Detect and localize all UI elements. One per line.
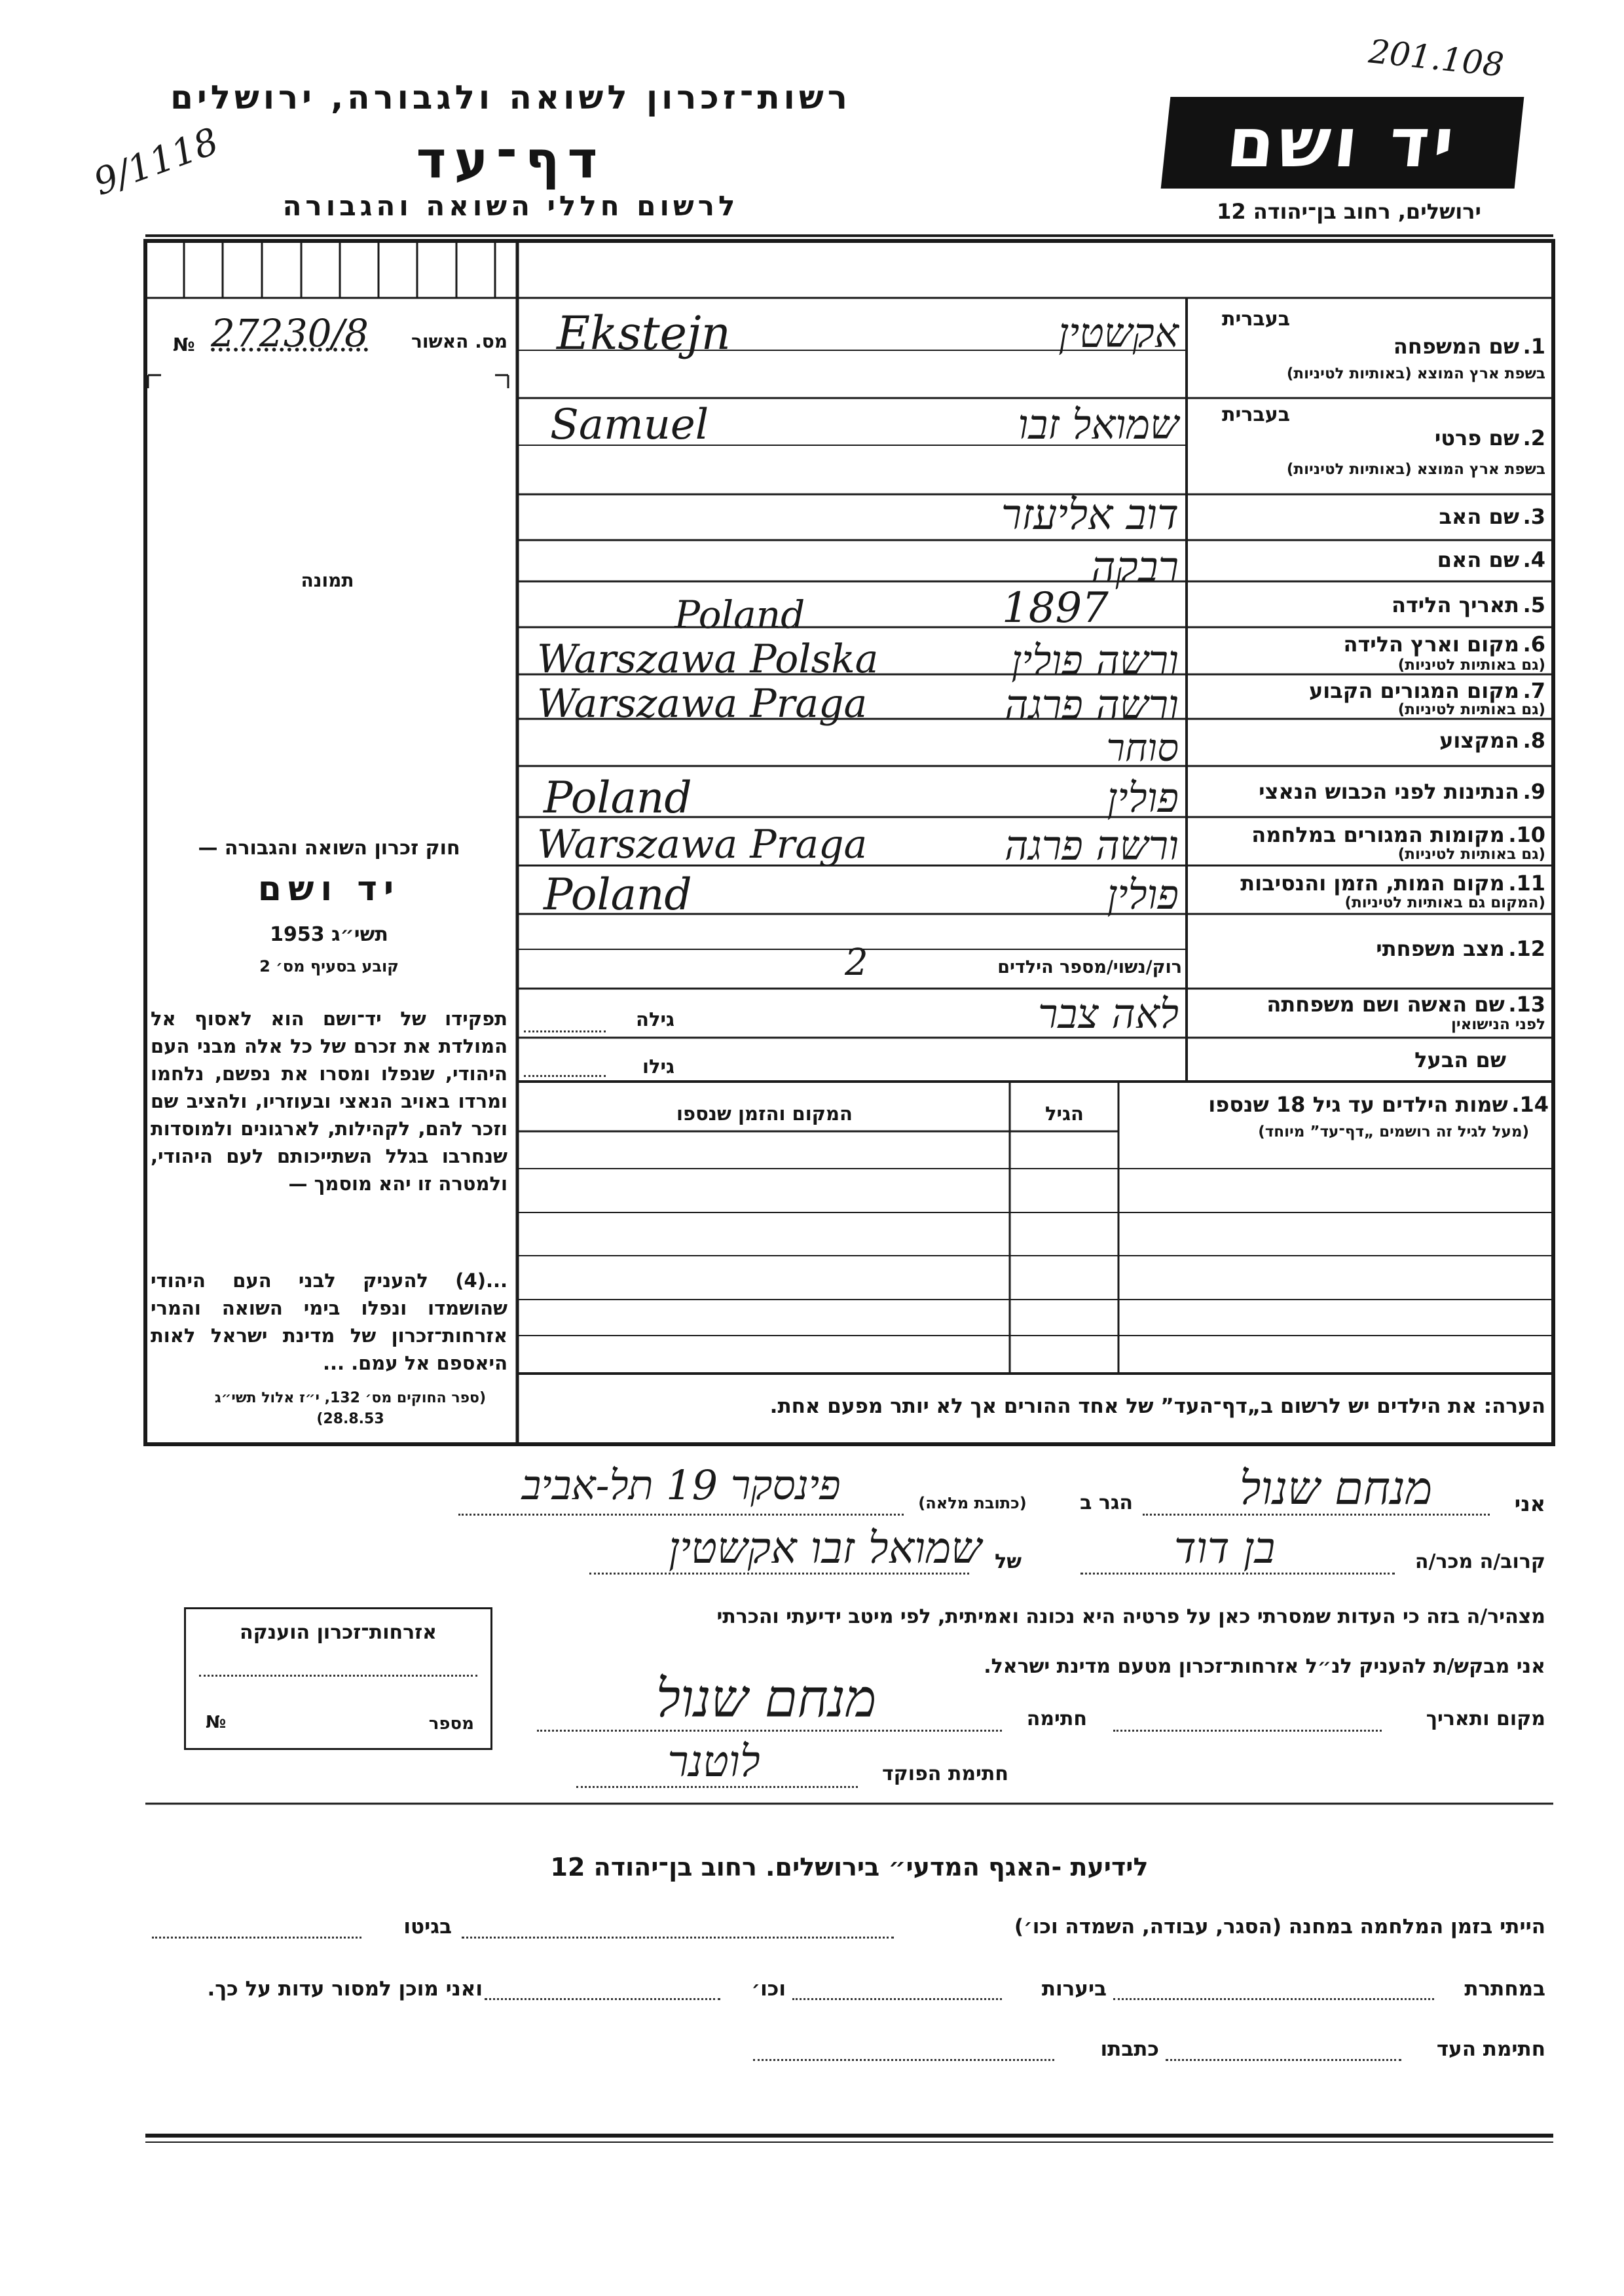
field-4-label — [1192, 547, 1545, 572]
field-6-num: 6. — [1522, 632, 1545, 657]
field-2-latin: Samuel — [550, 401, 709, 449]
archive-line2-c: וכו׳ — [751, 1977, 786, 2001]
archive-number: 201.108 — [1367, 32, 1506, 84]
law-title: חוק זכרון השואה והגבורה — — [198, 837, 460, 860]
age-line-m — [524, 1075, 606, 1077]
field-6-label — [1192, 632, 1545, 657]
archive-line3-b: כתבתו — [1100, 2037, 1159, 2061]
approval-number: 27230/8 — [211, 311, 369, 355]
archive-line1-b: בגיטו — [403, 1915, 452, 1939]
field-8-he: סוחר — [1106, 725, 1179, 770]
field-4-num: 4. — [1522, 547, 1545, 572]
archive-line2-a: במחתרת — [1464, 1977, 1545, 2001]
husband-label: שם הבעל — [1414, 1048, 1506, 1072]
field-13-name: שם האשה ושם משפחתה — [1266, 992, 1505, 1017]
field-10-label — [1192, 822, 1545, 847]
archive-line2-d: ואני מוכן למסור עדות על כך. — [207, 1977, 483, 2001]
law-text-2: ...(4) להעניק לבני העם היהודי שהושמדו ונפלו בימי השואה והמרי אזרחות־זכרון של מדינת ישראל לאות היאספם אל עמם. ... — [151, 1269, 507, 1374]
children-col-age: הגיל — [1045, 1102, 1084, 1125]
field-2-he: שמואל זבו — [1018, 401, 1179, 448]
field-6-latin: Warszawa Polska — [537, 636, 879, 682]
field-8-num: 8. — [1522, 728, 1545, 753]
field-13-num: 13. — [1508, 992, 1545, 1017]
header-address: ירושלים, רחוב בן־יהודה 12 — [1217, 199, 1481, 224]
archive-line1-dots-b — [152, 1937, 361, 1939]
archive-line1-a: הייתי בזמן המלחמה במחנה (הסגר, עבודה, השמדה וכו׳) — [1014, 1915, 1545, 1939]
field-11-sub: (המקום גם באותיות לטיניות) — [1344, 894, 1545, 911]
archive-line3-a: חתימת העד — [1436, 2037, 1545, 2061]
deceased-name-line — [589, 1573, 969, 1575]
official-label: חתימת הפוקד — [882, 1762, 1008, 1785]
header-title: דף־עד — [416, 131, 606, 190]
field-1-latin: Ekstejn — [557, 306, 731, 360]
field-6-he: ורשה פולין — [1011, 636, 1179, 684]
field-10-name: מקומות המגורים במלחמה — [1251, 822, 1505, 847]
field-7-sub: (גם באותיות לטיניות) — [1397, 701, 1545, 718]
witness-address: פינסקר 19 תל-אביב — [521, 1461, 841, 1509]
field-7-he: ורשה פרגה — [1005, 681, 1179, 729]
children-note: (מעל לגיל זה רושמים „דף־עד” מיוחד) — [1258, 1123, 1529, 1140]
field-1-sub: בשפת ארץ המוצא (באותיות לטיניות) — [1286, 365, 1545, 382]
citizenship-no-symbol: № — [206, 1713, 227, 1732]
field-6-name: מקום וארץ הלידה — [1343, 632, 1519, 657]
field-1-label — [1192, 334, 1545, 359]
field-5-value: 1897 — [1002, 584, 1109, 632]
field-10-num: 10. — [1508, 822, 1545, 847]
decl-of: של — [995, 1550, 1022, 1573]
place-date-label: מקום ותאריך — [1426, 1707, 1545, 1730]
marital-prompt: רוק/נשוי/מספר הילדים — [997, 957, 1182, 977]
field-4-he: רבקה — [1090, 543, 1179, 592]
field-1-name: שם המשפחה — [1393, 334, 1519, 359]
margin-note: 9/1118 — [88, 120, 225, 204]
place-date-line — [1113, 1730, 1382, 1732]
age-label-f: גילה — [636, 1008, 674, 1030]
field-9-he: פולין — [1107, 774, 1179, 822]
field-12-num: 12. — [1508, 936, 1545, 961]
field-3-label — [1192, 504, 1545, 529]
children-col-place: המקום והזמן שנספו — [676, 1102, 853, 1125]
field-9-latin: Poland — [544, 773, 692, 823]
field-2-name: שם פרטי — [1434, 426, 1519, 450]
relation: בן דוד — [1173, 1523, 1276, 1573]
law-text: תפקידו של יד־ושם הוא לאסוף אל המולדת את זכרם של כל אלה מבני העם היהודי, שנפלו ומסרו את נפשם, נלחמו ומרדו באויב הנאצי ובעוזריו, ולהציב שם וזכר להם, לקהילות, לארגונים ולמוסדות שנחרבו בגלל השתייכותם לעם היהודי, ולמטרה זו יהא מוסמך — — [151, 1008, 507, 1195]
decl-i: אני — [1514, 1491, 1545, 1516]
archive-line2-dots-c — [485, 1998, 720, 2000]
field-3-num: 3. — [1522, 504, 1545, 529]
decl-statement: מצהיר/ה בזה כי העדות שמסרתי כאן על פרטיה היא נכונה ואמיתית, לפי מיטב ידיעתי והכרתי — [716, 1605, 1545, 1628]
field-hebrew-tag-1: בעברית — [1222, 308, 1290, 331]
field-2-sub: בשפת ארץ המוצא (באותיות לטיניות) — [1286, 461, 1545, 478]
header-subtitle: לרשום חללי השואה והגבורה — [282, 190, 739, 222]
yad-vashem-logo: יד ושם — [1161, 97, 1524, 189]
witness-name-line — [1143, 1514, 1490, 1516]
approval-label: מס. האשור — [411, 331, 507, 352]
citizenship-title: אזרחות־זכרון הוענקה — [239, 1621, 437, 1644]
decl-relative: קרוב/ה מכר/ה — [1414, 1550, 1545, 1573]
field-11-label — [1192, 871, 1545, 896]
field-13-label — [1192, 992, 1545, 1017]
field-6-sub: (גם באותיות לטיניות) — [1397, 657, 1545, 674]
archive-line1-dots-a — [462, 1937, 894, 1939]
field-2-label — [1192, 426, 1545, 450]
children-title-text: שמות הילדים עד גיל 18 שנספו — [1208, 1092, 1508, 1117]
field-5-latin: Poland — [674, 592, 805, 637]
citizenship-box — [184, 1607, 492, 1750]
official-signature: לוטנר — [667, 1736, 760, 1787]
footnote: הערה: את הילדים יש לרשום ב„דף־העד” של אחד ההורים אך לא יותר מפעם אחת. — [769, 1394, 1545, 1418]
decl-request: אני מבקש/ת להעניק לנ״ל אזרחות־זכרון מטעם מדינת ישראל. — [984, 1655, 1545, 1678]
field-4-name: שם האם — [1437, 547, 1519, 572]
field-10-latin: Warszawa Praga — [537, 822, 868, 867]
field-13-he: לאה צבר — [1037, 990, 1179, 1038]
age-label-m: גילו — [642, 1055, 674, 1078]
field-8-name: המקצוע — [1439, 728, 1519, 753]
archive-title: לידיעת -האגף המדעי״ בירושלים. רחוב בן־יהודה 12 — [550, 1853, 1149, 1882]
archive-line2-dots-b — [792, 1998, 1002, 2000]
archive-line3-dots-a — [1166, 2059, 1401, 2061]
field-hebrew-tag-2: בעברית — [1222, 403, 1290, 426]
field-7-num: 7. — [1522, 678, 1545, 703]
official-line — [576, 1786, 858, 1788]
field-11-latin: Poland — [544, 869, 692, 920]
field-12-name: מצב משפחתי — [1376, 936, 1505, 961]
field-8-label — [1192, 728, 1545, 753]
field-7-label — [1192, 678, 1545, 703]
field-5-name: תאריך הלידה — [1391, 592, 1519, 617]
field-5-label — [1192, 592, 1545, 617]
law-year: תשי״ג 1953 — [270, 923, 388, 946]
field-13-sub: לפני הנישואין — [1451, 1016, 1545, 1033]
field-9-num: 9. — [1522, 779, 1545, 804]
field-2-num: 2. — [1522, 426, 1545, 450]
law-name: יד ושם — [257, 869, 401, 909]
field-3-name: שם האב — [1439, 504, 1519, 529]
field-10-sub: (גם באותיות לטיניות) — [1397, 846, 1545, 863]
children-num: 14. — [1511, 1092, 1549, 1117]
law-clause: קובע בסעיף מס׳ 2 — [259, 957, 399, 975]
field-7-name: מקום המגורים הקבוע — [1308, 678, 1519, 703]
archive-line2-b: ביערות — [1041, 1977, 1107, 2001]
field-10-he: ורשה פרגה — [1005, 822, 1179, 869]
signature-line — [537, 1730, 1002, 1732]
decl-full-address: (כתובת מלאה) — [918, 1494, 1027, 1512]
signature-label: חתימה — [1026, 1707, 1087, 1730]
field-9-name: הנתינות לפני הכבוש הנאצי — [1259, 779, 1519, 804]
children-count: 2 — [845, 941, 868, 984]
field-3-he: דוב אליעזר — [1001, 491, 1179, 539]
field-5-num: 5. — [1522, 592, 1545, 617]
photo-label: תמונה — [301, 570, 354, 591]
relation-line — [1080, 1573, 1395, 1575]
field-1-he: אקשטין — [1058, 309, 1179, 357]
approval-no-symbol: № — [173, 334, 195, 355]
header-authority: רשות־זכרון לשואה ולגבורה, ירושלים — [170, 79, 851, 117]
field-11-he: פולין — [1107, 871, 1179, 919]
citizenship-number-label: מספר — [428, 1714, 474, 1734]
witness-address-line — [458, 1514, 904, 1516]
deceased-name: שמואל זבו אקשטין — [669, 1523, 982, 1573]
field-11-num: 11. — [1508, 871, 1545, 896]
witness-signature: מנחם שנול — [655, 1668, 877, 1729]
citizenship-line-1 — [199, 1675, 477, 1677]
archive-line3-dots-b — [753, 2059, 1054, 2061]
field-12-label — [1192, 936, 1545, 961]
children-title — [1123, 1092, 1549, 1117]
field-1-num: 1. — [1522, 334, 1545, 359]
law-reference: (ספר החוקים מס׳ 132, י״ז אלול תשי״ג 28.8.53) — [214, 1390, 487, 1427]
field-9-label — [1192, 779, 1545, 804]
witness-name: מנחם שנול — [1239, 1461, 1433, 1515]
field-7-latin: Warszawa Praga — [537, 681, 868, 727]
field-11-name: מקום המות, הזמן והנסיבות — [1240, 871, 1505, 896]
decl-resides: הגר ב — [1080, 1491, 1133, 1514]
archive-line2-dots-a — [1113, 1998, 1434, 2000]
age-line-f — [524, 1030, 606, 1032]
